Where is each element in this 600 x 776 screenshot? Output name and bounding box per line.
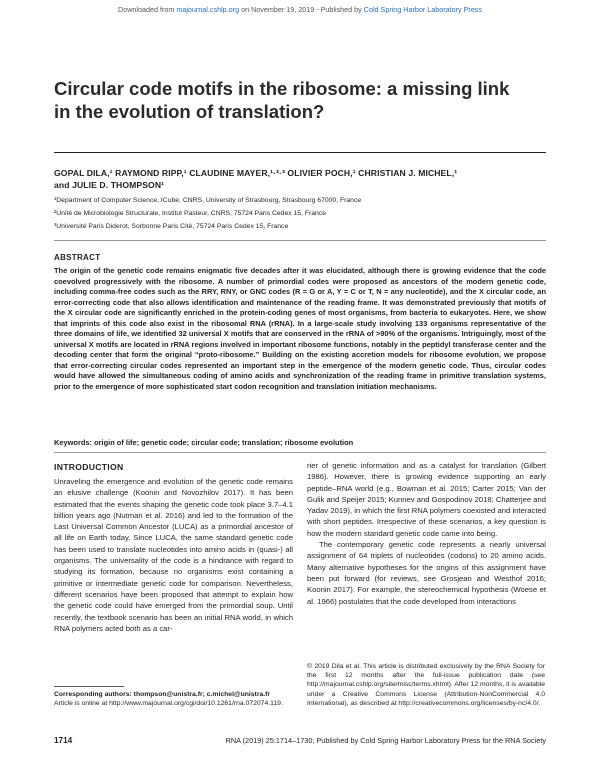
left-column (54, 476, 293, 634)
abstract-heading: ABSTRACT (54, 253, 101, 262)
title-divider (54, 152, 546, 153)
download-banner: Downloaded from majournal.cshlp.org on November 19, 2019 - Published by Cold Spring Harbor Laboratory Press (118, 5, 482, 14)
author-line-1: GOPAL DILA,¹ RAYMOND RIPP,¹ CLAUDINE MAYER,¹·²·³ OLIVIER POCH,¹ CHRISTIAN J. MICHEL,¹ (54, 168, 458, 178)
site-link[interactable]: majournal.cshlp.org (176, 5, 240, 14)
publisher-link[interactable]: Cold Spring Harbor Laboratory Press (363, 5, 482, 14)
corresponding-authors: Corresponding authors: thompson@unistra.fr; c.michel@unistra.fr (54, 691, 271, 698)
article-title-line-1: Circular code motifs in the ribosome: a missing link (54, 78, 510, 99)
introduction-heading: INTRODUCTION (54, 462, 124, 472)
right-paragraph-2: The contemporary genetic code represents a nearly universal assignment of 64 triplets of nucleotides (codons) to 20 amino acids. Many alternative hypotheses for the origins of this assignment have been put forward (for reviews, see Grosjean and Westhof 2016; Koonin 2017). For example, the stereochemical hypothesis (Woese et al. 1966) postulates that the code developed from interactions (307, 540, 546, 606)
right-paragraph-1: rier of genetic information and as a catalyst for translation (Gilbert 1986). However, there is growing evidence supporting an early peptide–RNA world (e.g., Bowman et al. 2015; Carter 2015; Van der Gulik and Speijer 2015; Kunnev and Gospodinov 2018; Chatterjee and Yadav 2019), in which the first RNA polymers coexisted and interacted with short peptides. Irrespective of these scenarios, a key question is how the modern standard genetic code came into being. (307, 461, 546, 538)
article-title-line-2: in the evolution of translation? (54, 101, 325, 122)
keywords: Keywords: origin of life; genetic code; circular code; translation; ribosome evolution (54, 438, 354, 447)
footnote-divider (54, 686, 124, 687)
license-note: © 2019 Dila et al. This article is distributed exclusively by the RNA Society for the first 12 months after the full-issue publication date (see http://majournal.cshlp.org/site/misc/terms.xhtml). After 12 months, it is available under a Creative Commons License (Attribution-NonCommercial 4.0 International), as described at http://creativecommons.org/licenses/by-nc/4.0/. (307, 663, 545, 707)
author-line-2: and JULIE D. THOMPSON¹ (54, 180, 165, 190)
article-online-note: Article is online at http://www.majournal.org/cgi/doi/10.1261/rna.072074.119. (54, 700, 283, 708)
keywords-divider (54, 452, 546, 453)
left-paragraph-1: Unraveling the emergence and evolution of the genetic code remains an elusive challenge (Koonin and Novozhilov 2017). It has been estimated that the events shaping the genetic code took place 3.7–4.1 billion years ago (Nutman et al. 2016) and led to the formation of the Last Universal Common Ancestor (LUCA) as a primordial ancestor of all life on Earth today. Since LUCA, the same standard genetic code has been used to translate nucleotides into amino acids in (quasi-) all organisms. The universality of the code is a hindrance with regard to studying its formation, because no organisms exist containing a primitive or intermediate genetic code for comparison. Nevertheless, different scenarios have been proposed that attempt to explain how the genetic code could have emerged from the primordial soup. Until recently, the textbook scenario has been an initial RNA world, in which RNA polymers acted both as a car- (54, 477, 293, 633)
affiliation-2: ²Unité de Microbiologie Structurale, Institut Pasteur, CNRS, 75724 Paris Cedex 15, France (54, 210, 327, 217)
author-list (54, 167, 564, 191)
page-number: 1714 (54, 736, 73, 745)
abstract-text: The origin of the genetic code remains enigmatic five decades after it was elucidated, although there is growing evidence that the code coevolved progressively with the ribosome. A number of primordial codes were proposed as ancestors of the modern genetic code, including comma-free codes such as the RRY, RNY, or GNC codes (R = G or A, Y = C or T, N = any nucleotide), and the X circular code, an error-correcting code that also allows identification and maintenance of the reading frame. It was demonstrated previously that motifs of the X circular code are significantly enriched in the protein-coding genes of most organisms, from bacteria to eukaryotes. Here, we show that imprints of this code also exist in the ribosomal RNA (rRNA). In a large-scale study involving 133 organisms representative of the three domains of life, we identified 32 universal X motifs that are conserved in the rRNA of >90% of the organisms. Intriguingly, most of the universal X motifs are located in rRNA regions involved in important ribosome functions, notably in the peptidyl transferase center and the decoding center that form the original “proto-ribosome.” Building on the existing accretion models for ribosome evolution, we propose that error-correcting circular codes represented an important step in the emergence of the modern genetic code. Thus, circular codes would have allowed the simultaneous coding of amino acids and synchronization of the reading frame in primitive translation systems, prior to the emergence of more sophisticated start codon recognition and translation initiation mechanisms. (54, 266, 546, 391)
article-title (54, 77, 534, 123)
footnote-block (54, 690, 292, 708)
journal-footer: RNA (2019) 25:1714–1730; Published by Cold Spring Harbor Laboratory Press for the RNA Society (225, 736, 546, 745)
affiliation-3: ³Université Paris Diderot, Sorbonne Paris Cité, 75724 Paris Cedex 15, France (54, 223, 289, 230)
affiliation-1: ¹Department of Computer Science, ICube, CNRS, University of Strasbourg, Strasbourg 67000, France (54, 197, 362, 204)
right-column (307, 460, 546, 607)
abstract-divider (54, 240, 546, 241)
